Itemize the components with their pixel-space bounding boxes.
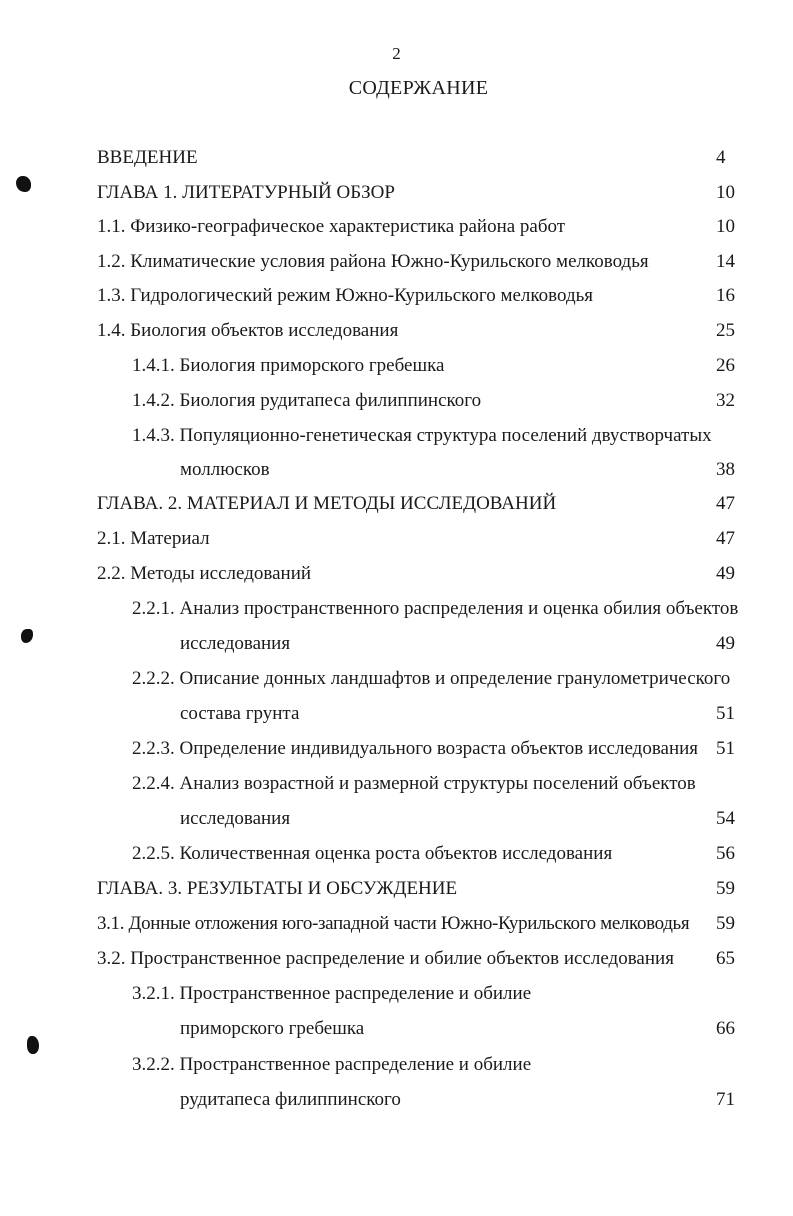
toc-entry-continuation: приморского гребешка [180,1018,365,1039]
toc-page-number: 65 [716,948,735,969]
toc-entry-section-2-2: 2.2. Методы исследований [97,563,312,584]
toc-entry-section-1-1: 1.1. Физико-географическое характеристика района работ [97,216,566,237]
toc-entry-section-1-2: 1.2. Климатические условия района Южно-Курильского мелководья [97,251,649,272]
toc-entry-continuation: исследования [180,633,291,654]
toc-page-number: 32 [716,390,735,411]
toc-entry-introduction: ВВЕДЕНИЕ [97,147,198,168]
toc-page-number: 26 [716,355,735,376]
toc-entry-section-3-1: 3.1. Донные отложения юго-западной части Южно-Курильского мелководья [97,913,690,934]
toc-entry-section-2-1: 2.1. Материал [97,528,210,549]
toc-page-number: 56 [716,843,735,864]
toc-page-number: 49 [716,633,735,654]
toc-entry-chapter-1: ГЛАВА 1. ЛИТЕРАТУРНЫЙ ОБЗОР [97,182,395,203]
toc-entry-section-2-2-3: 2.2.3. Определение индивидуального возраста объектов исследования [132,738,699,759]
toc-page-number: 10 [716,182,735,203]
toc-page-number: 51 [716,703,735,724]
toc-entry-section-1-4-3: 1.4.3. Популяционно-генетическая структура поселений двустворчатых [132,425,712,446]
toc-entry-section-3-2: 3.2. Пространственное распределение и обилие объектов исследования [97,948,674,969]
scan-speck [27,1036,39,1054]
toc-page-number: 14 [716,251,735,272]
toc-page-number: 59 [716,878,735,899]
toc-entry-continuation: исследования [180,808,291,829]
toc-entry-section-1-4-1: 1.4.1. Биология приморского гребешка [132,355,445,376]
toc-page-number: 54 [716,808,735,829]
toc-entry-chapter-3: ГЛАВА. 3. РЕЗУЛЬТАТЫ И ОБСУЖДЕНИЕ [97,878,458,899]
toc-entry-section-3-2-1: 3.2.1. Пространственное распределение и обилие [132,983,532,1004]
toc-entry-section-1-4: 1.4. Биология объектов исследования [97,320,399,341]
toc-entry-chapter-2: ГЛАВА. 2. МАТЕРИАЛ И МЕТОДЫ ИССЛЕДОВАНИЙ [97,493,557,514]
toc-page-number: 59 [716,913,735,934]
toc-entry-section-1-3: 1.3. Гидрологический режим Южно-Курильского мелководья [97,285,594,306]
toc-page-number: 49 [716,563,735,584]
toc-entry-section-2-2-5: 2.2.5. Количественная оценка роста объектов исследования [132,843,613,864]
toc-page-number: 38 [716,459,735,480]
toc-page-number: 66 [716,1018,735,1039]
toc-entry-section-1-4-2: 1.4.2. Биология рудитапеса филиппинского [132,390,482,411]
toc-page-number: 51 [716,738,735,759]
toc-entry-continuation: рудитапеса филиппинского [180,1089,401,1110]
toc-entry-section-3-2-2: 3.2.2. Пространственное распределение и обилие [132,1054,532,1075]
toc-page-number: 16 [716,285,735,306]
toc-page-number: 71 [716,1089,735,1110]
toc-entry-continuation: моллюсков [180,459,270,480]
toc-page-number: 10 [716,216,735,237]
page-number: 2 [392,44,401,63]
toc-entry-section-2-2-2: 2.2.2. Описание донных ландшафтов и определение гранулометрического [132,668,731,689]
toc-title: СОДЕРЖАНИЕ [348,77,489,99]
toc-page-number: 47 [716,493,735,514]
toc-page-number: 25 [716,320,735,341]
scan-speck [16,176,31,192]
toc-entry-section-2-2-1: 2.2.1. Анализ пространственного распределения и оценка обилия объектов [132,598,739,619]
toc-entry-continuation: состава грунта [180,703,300,724]
toc-page-number: 47 [716,528,735,549]
toc-page-number: 4 [716,147,726,168]
toc-entry-section-2-2-4: 2.2.4. Анализ возрастной и размерной структуры поселений объектов [132,773,696,794]
